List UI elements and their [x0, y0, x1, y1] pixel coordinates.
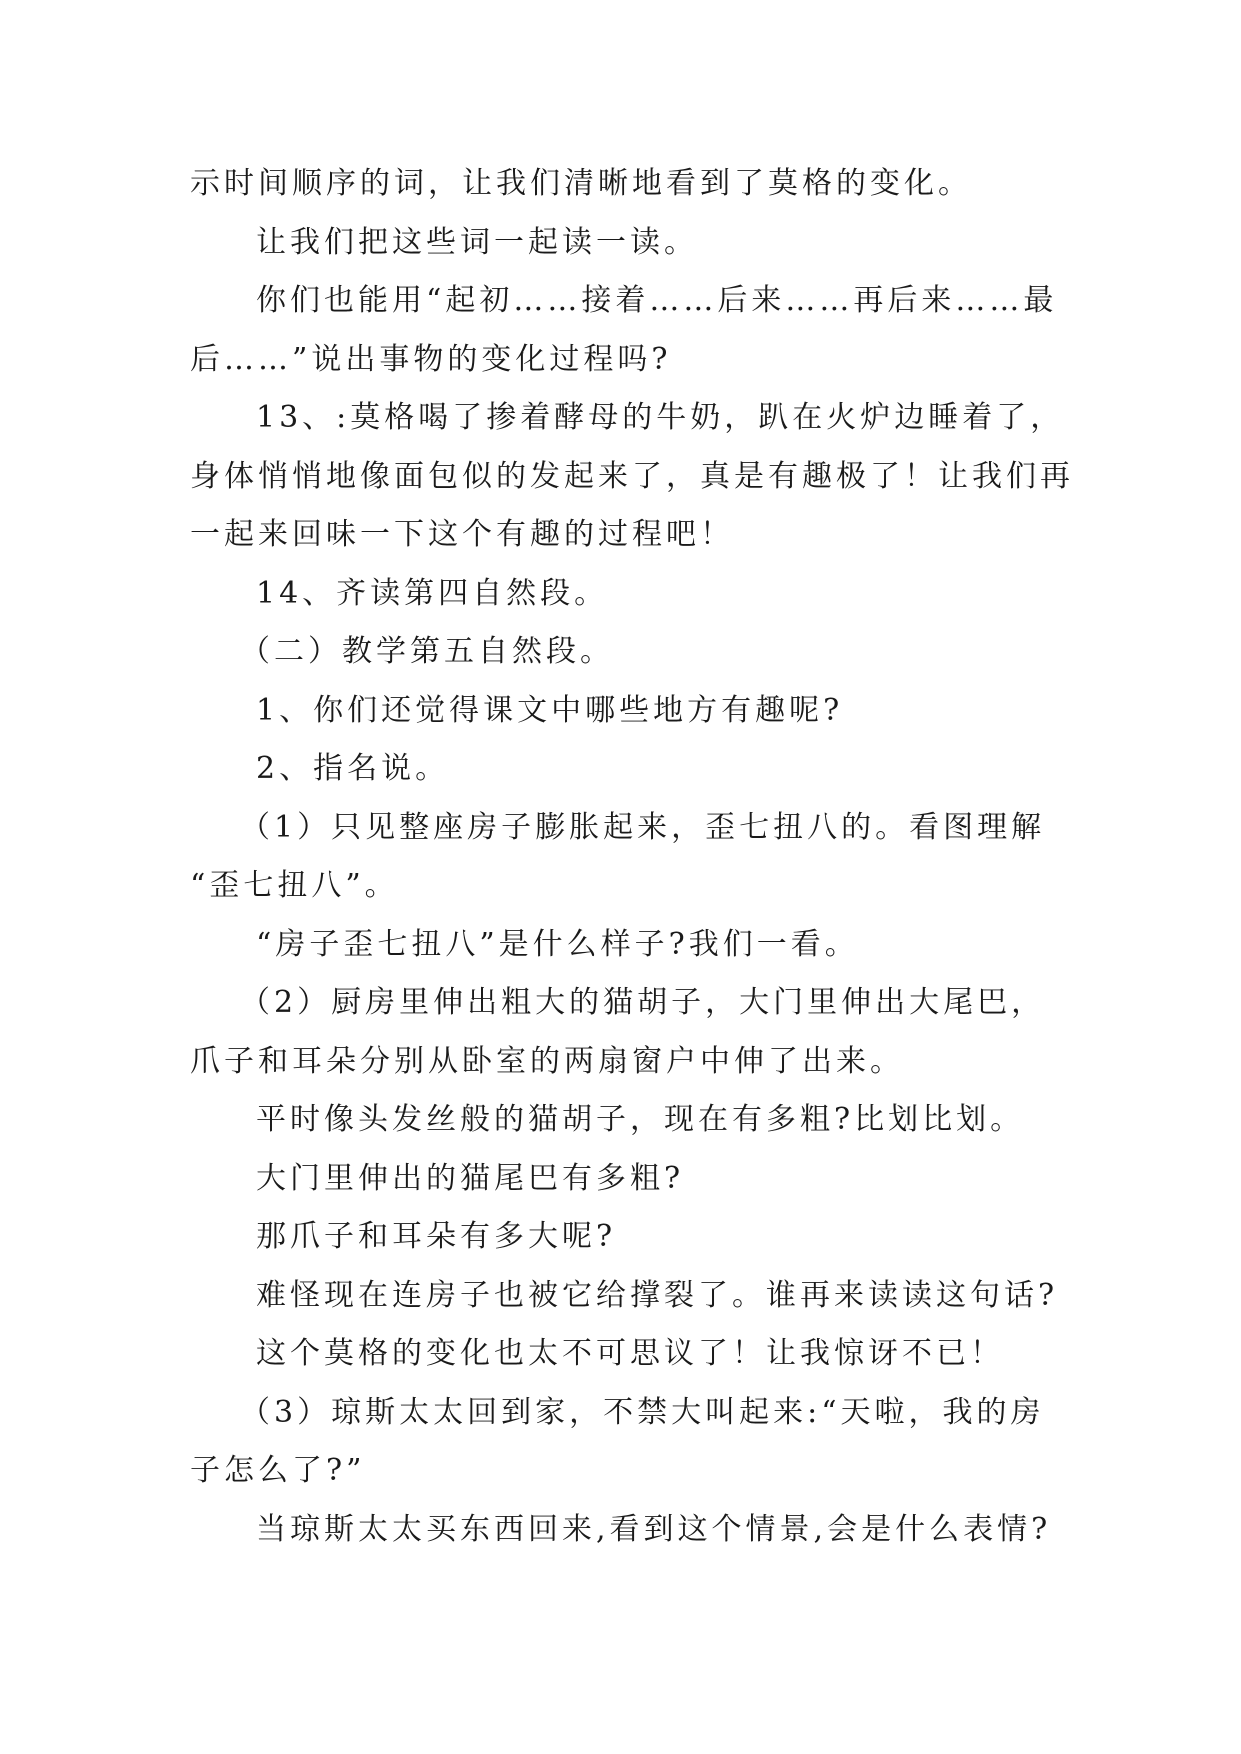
text-line: 那爪子和耳朵有多大呢?	[256, 1219, 617, 1254]
text-line: （1）只见整座房子膨胀起来，歪七扭八的。看图理解	[240, 809, 1046, 845]
text-line: 14、齐读第四自然段。	[256, 575, 609, 611]
text-line: 难怪现在连房子也被它给撑裂了。谁再来读读这句话?	[256, 1277, 1059, 1313]
document-body	[190, 155, 1074, 1559]
text-line: （2）厨房里伸出粗大的猫胡子，大门里伸出大尾巴，	[240, 985, 1046, 1020]
text-line: 一起来回味一下这个有趣的过程吧！	[190, 517, 734, 552]
text-line: 示时间顺序的词，让我们清晰地看到了莫格的变化。	[190, 166, 972, 201]
text-line: 后……”说出事物的变化过程吗?	[190, 341, 672, 377]
text-line: “房子歪七扭八”是什么样子?我们一看。	[256, 926, 859, 962]
text-line: 13、:莫格喝了掺着酵母的牛奶，趴在火炉边睡着了，	[256, 400, 1065, 435]
text-line: 1、你们还觉得课文中哪些地方有趣呢?	[256, 692, 844, 728]
text-line: 当琼斯太太买东西回来,看到这个情景,会是什么表情?	[256, 1511, 1052, 1547]
text-line: 子怎么了?”	[190, 1453, 366, 1488]
text-line: 平时像头发丝般的猫胡子，现在有多粗?比划比划。	[256, 1102, 1025, 1137]
text-line: 大门里伸出的猫尾巴有多粗?	[256, 1160, 685, 1196]
text-line: 你们也能用“起初……接着……后来……再后来……最	[256, 283, 1058, 318]
text-line: 让我们把这些词一起读一读。	[256, 224, 698, 260]
text-line: 2、指名说。	[256, 751, 450, 786]
text-line: （3）琼斯太太回到家，不禁大叫起来:“天啦，我的房	[240, 1394, 1045, 1430]
text-line: 身体悄悄地像面包似的发起来了，真是有趣极了！让我们再	[190, 458, 1074, 494]
text-line: 爪子和耳朵分别从卧室的两扇窗户中伸了出来。	[190, 1043, 904, 1079]
text-line: “歪七扭八”。	[190, 868, 399, 903]
text-line: 这个莫格的变化也太不可思议了！让我惊讶不已！	[256, 1336, 1004, 1371]
section-heading: （二）教学第五自然段。	[240, 634, 614, 669]
